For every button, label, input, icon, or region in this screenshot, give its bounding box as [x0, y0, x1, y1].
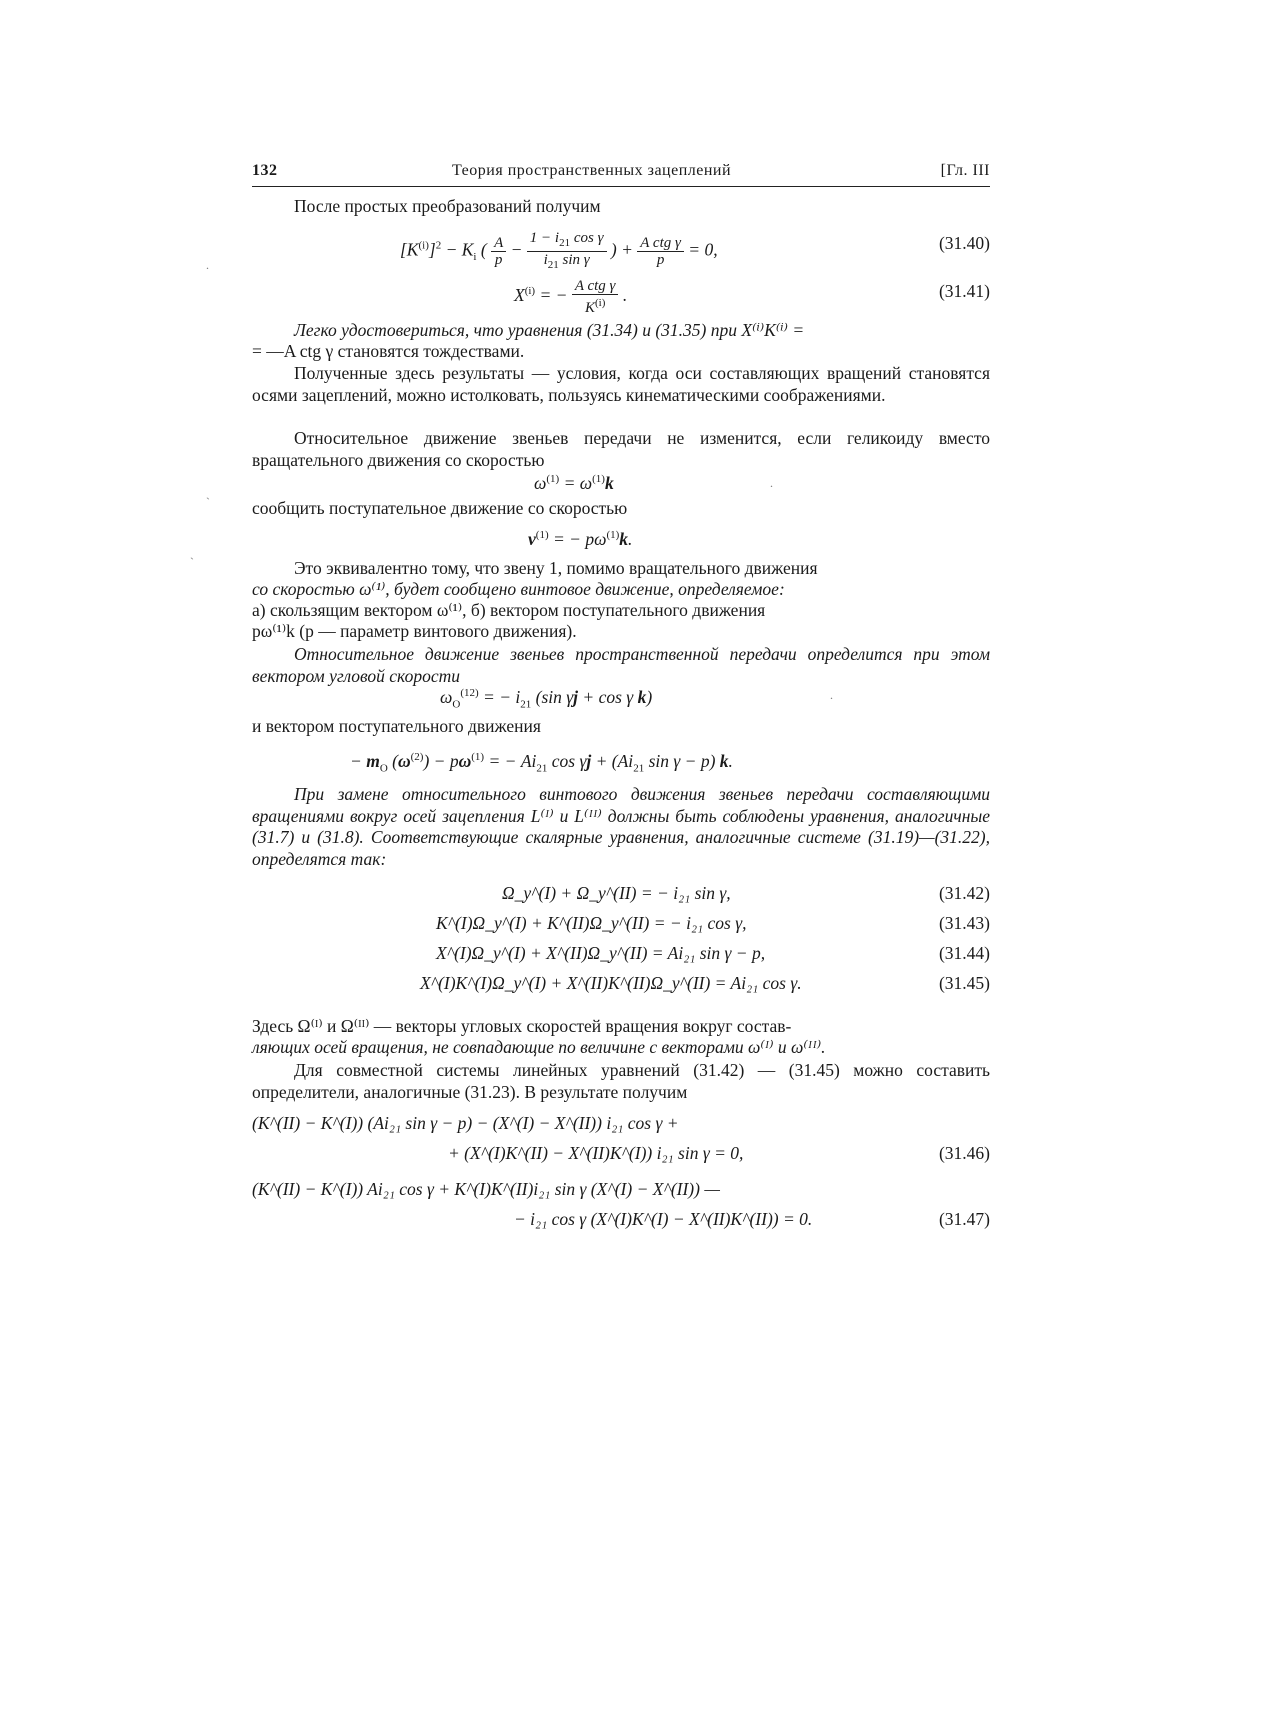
- paragraph: ляющих осей вращения, не совпадающие по величине с векторами ω⁽ᴵ⁾ и ω⁽ᴵᴵ⁾.: [252, 1037, 826, 1057]
- paragraph: Относительное движение звеньев пространственной передачи определится при этом вектором угловой скорости: [252, 644, 990, 686]
- paragraph: pω⁽¹⁾k (p — параметр винтового движения).: [252, 621, 577, 641]
- paragraph: Это эквивалентно тому, что звену 1, помимо вращательного движения: [294, 558, 818, 578]
- equation-text: − i₂₁ cos γ (X^(I)K^(I) − X^(II)K^(II)) = 0.: [514, 1209, 813, 1229]
- paragraph: Для совместной системы линейных уравнений (31.42) — (31.45) можно составить определители, аналогичные (31.23). В результате получим: [252, 1060, 990, 1102]
- page-header: [252, 160, 990, 187]
- equation-number: (31.41): [938, 281, 990, 301]
- paragraph: = —A ctg γ становятся тождествами.: [252, 341, 525, 361]
- equation-31-40: $[K^{(i)}]^2 - K_i$ ( $\frac{A}{p}$ − $\frac{1 - i_{21} \cos \gamma}{i_{21} \sin \gamma}$ ) + $\frac{\text{A ctg γ}}{p}$ = 0, (31.40): [400, 230, 990, 271]
- equation-number: (31.45): [938, 973, 990, 993]
- scan-speck: .: [770, 476, 773, 490]
- equation-number: (31.47): [938, 1209, 990, 1229]
- equation-31-45: [252, 970, 990, 996]
- paragraph: Здесь Ω⁽ᴵ⁾ и Ω⁽ᴵᴵ⁾ — векторы угловых скоростей вращения вокруг состав-: [252, 1016, 792, 1036]
- chapter-label: [Гл. III: [940, 162, 990, 179]
- scan-speck: ˏ: [190, 546, 194, 560]
- equation-text: Ω_y^(I) + Ω_y^(II) = − i₂₁ sin γ,: [502, 883, 731, 903]
- equation-number: (31.42): [938, 883, 990, 903]
- equation-31-44: [252, 940, 990, 966]
- equation-text: X^(I)K^(I)Ω_y^(I) + X^(II)K^(II)Ω_y^(II) = Ai₂₁ cos γ.: [420, 973, 802, 993]
- paragraph: со скоростью ω⁽¹⁾, будет сообщено винтовое движение, определяемое:: [252, 579, 785, 599]
- equation-number: (31.43): [938, 913, 990, 933]
- equation-translation: − $m_O$ $(\omega^{(2)}) - p\omega^{(1)}$ = − $Ai_{21}$ $\cos \gamma j + (Ai_{21}$ sin γ − p) k.: [350, 750, 733, 775]
- paragraph: При замене относительного винтового движения звеньев передачи составляющими вращениями вокруг осей зацепления L⁽ᴵ⁾ и L⁽ᴵᴵ⁾ должны быть соблюдены уравнения, аналогичные (31.7) и (31.8). Соответствующие скалярные уравнения, аналогичные системе (31.19)—(31.22), определятся так:: [252, 784, 990, 869]
- equation-velocity: $v^{(1)}$ = − $p\omega^{(1)}k$.: [528, 528, 633, 549]
- equation-31-42: [252, 880, 990, 906]
- equation-text: (K^(II) − K^(I)) Ai₂₁ cos γ + K^(I)K^(II)i₂₁ sin γ (X^(I) − X^(II)) —: [252, 1179, 720, 1199]
- book-page: [252, 160, 990, 1229]
- paragraph: После простых преобразований получим: [294, 196, 601, 216]
- scan-speck: .: [830, 688, 833, 702]
- page-number: 132: [252, 162, 278, 179]
- equation-31-46-line2: [252, 1140, 990, 1166]
- paragraph: Полученные здесь результаты — условия, когда оси составляющих вращений становятся осями зацеплений, можно истолковать, пользуясь кинематическими соображениями.: [252, 363, 990, 405]
- equation-31-41: $X^{(i)}$ = − $\frac{\text{A ctg γ}}{K^{(i)}}$ . (31.41): [514, 278, 990, 316]
- equation-omega: $\omega^{(1)} = \omega^{(1)}k$: [534, 472, 614, 493]
- equation-number: (31.44): [938, 943, 990, 963]
- equation-text: + (X^(I)K^(II) − X^(II)K^(I)) i₂₁ sin γ = 0,: [448, 1143, 744, 1163]
- paragraph: а) скользящим вектором ω⁽¹⁾, б) вектором поступательного движения: [252, 600, 766, 620]
- equation-number: (31.40): [938, 233, 990, 253]
- equation-angular-velocity: $\omega_O^{(12)}$ = − $i_{21}$ (sin γj + cos γ k): [440, 686, 653, 711]
- equation-text: K^(I)Ω_y^(I) + K^(II)Ω_y^(II) = − i₂₁ cos γ,: [436, 913, 747, 933]
- equation-31-46-line1: [252, 1110, 990, 1136]
- paragraph: Легко удостовериться, что уравнения (31.34) и (31.35) при X⁽ⁱ⁾K⁽ⁱ⁾ =: [294, 320, 805, 340]
- paragraph: Относительное движение звеньев передачи не изменится, если геликоиду вместо вращательного движения со скоростью: [252, 428, 990, 470]
- equation-31-47-line1: [252, 1176, 990, 1202]
- paragraph: сообщить поступательное движение со скоростью: [252, 498, 628, 518]
- scan-speck: ˏ: [206, 486, 210, 500]
- equation-text: (K^(II) − K^(I)) (Ai₂₁ sin γ − p) − (X^(I) − X^(II)) i₂₁ cos γ +: [252, 1113, 679, 1133]
- equation-text: X^(I)Ω_y^(I) + X^(II)Ω_y^(II) = Ai₂₁ sin γ − p,: [436, 943, 766, 963]
- equation-31-43: [252, 910, 990, 936]
- paragraph: и вектором поступательного движения: [252, 716, 541, 736]
- equation-31-47-line2: [252, 1206, 990, 1232]
- running-title: Теория пространственных зацеплений: [452, 162, 732, 179]
- scan-speck: .: [206, 258, 209, 272]
- equation-number: (31.46): [938, 1143, 990, 1163]
